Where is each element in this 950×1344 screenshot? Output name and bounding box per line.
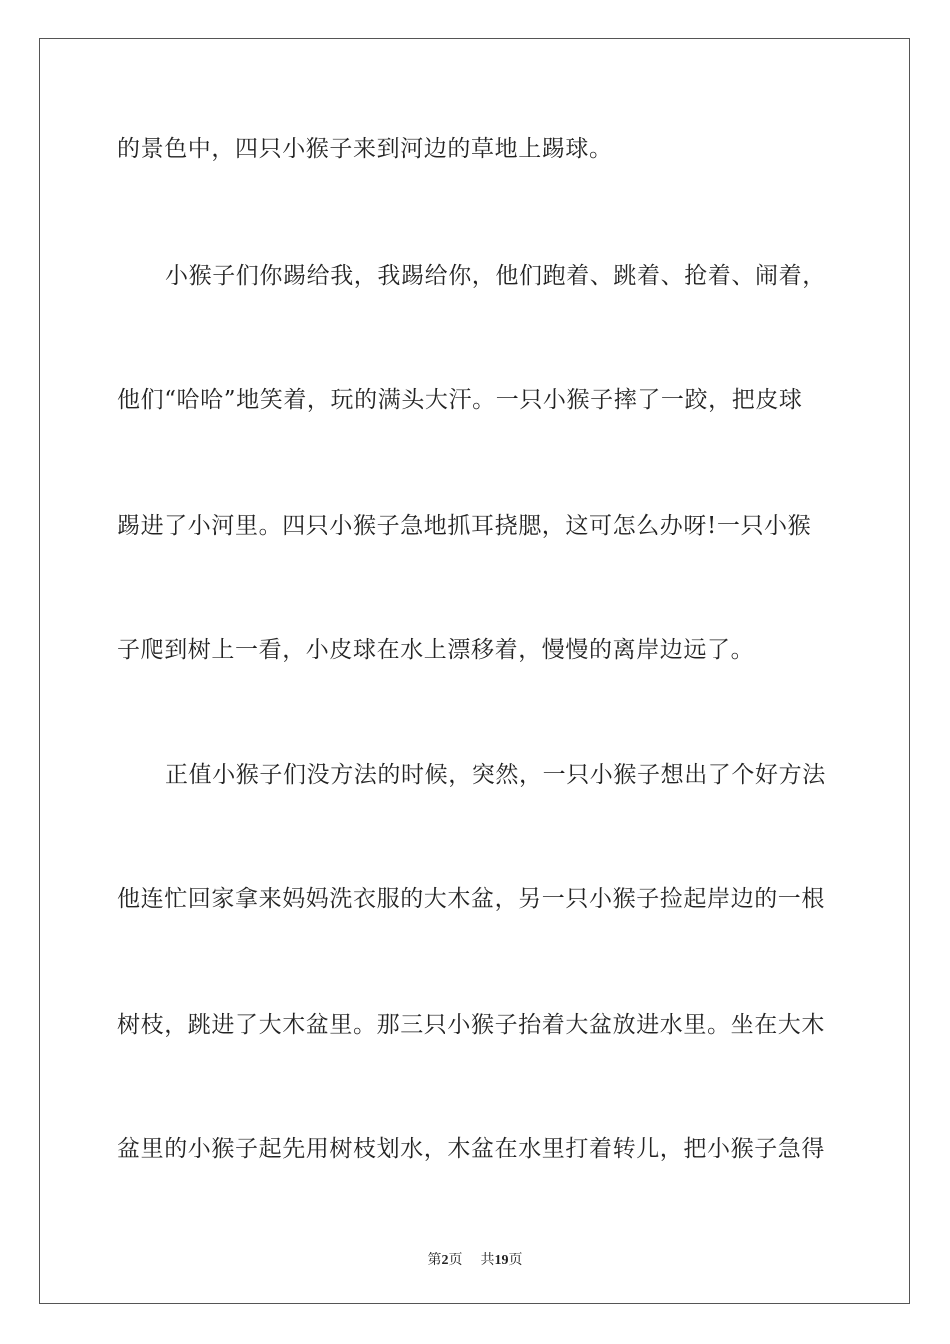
text-line-4: 踢进了小河里。四只小猴子急地抓耳挠腮，这可怎么办呀!一只小猴 [117,513,812,539]
page-border [39,38,910,1304]
text-line-3: 他们“哈哈”地笑着，玩的满头大汗。一只小猴子摔了一跤，把皮球 [117,387,803,413]
text-line-7: 他连忙回家拿来妈妈洗衣服的大木盆，另一只小猴子捡起岸边的一根 [117,886,825,912]
text-line-8: 树枝，跳进了大木盆里。那三只小猴子抬着大盆放进水里。坐在大木 [117,1012,825,1038]
text-line-2: 小猴子们你踢给我，我踢给你，他们跑着、跳着、抢着、闹着， [165,263,826,289]
page-prefix: 第 [427,1253,442,1268]
text-line-6: 正值小猴子们没方法的时候，突然，一只小猴子想出了个好方法 [165,762,826,788]
page-footer [0,1249,950,1269]
text-line-1: 的景色中，四只小猴子来到河边的草地上踢球。 [117,136,613,162]
text-line-5: 子爬到树上一看，小皮球在水上漂移着，慢慢的离岸边远了。 [117,637,755,663]
page-number: 2 [441,1253,449,1268]
text-line-9: 盆里的小猴子起先用树枝划水，木盆在水里打着转儿，把小猴子急得 [117,1136,825,1162]
total-suffix: 页 [508,1253,523,1268]
total-prefix: 共 [480,1253,495,1268]
page-suffix: 页 [448,1253,463,1268]
total-pages: 19 [494,1253,509,1268]
